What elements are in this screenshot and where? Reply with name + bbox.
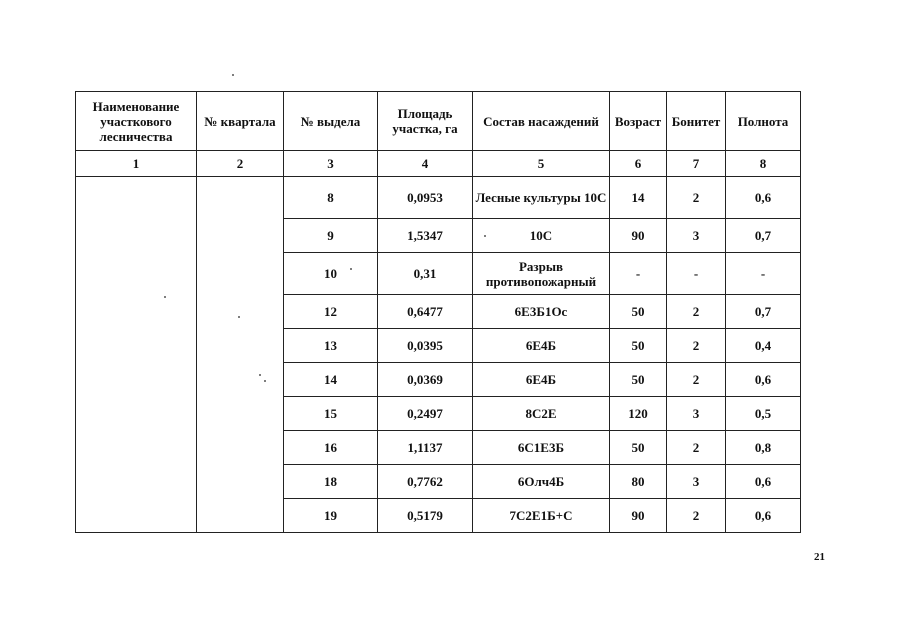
vydel-cell: 13 [284,329,378,363]
column-number: 6 [610,151,667,177]
header-area: Площадь участка, га [378,92,473,151]
bonitet-cell: 3 [667,397,726,431]
vydel-cell: 14 [284,363,378,397]
area-cell: 0,31 [378,253,473,295]
column-number: 5 [473,151,610,177]
header-age: Возраст [610,92,667,151]
bonitet-cell: 2 [667,499,726,533]
composition-cell: 6Е4Б [473,363,610,397]
age-cell: 90 [610,219,667,253]
density-cell: 0,6 [726,465,801,499]
density-cell: 0,4 [726,329,801,363]
column-number: 2 [197,151,284,177]
bonitet-cell: 2 [667,329,726,363]
header-density: Полнота [726,92,801,151]
column-number-row [76,151,801,177]
age-cell: 120 [610,397,667,431]
vydel-cell: 15 [284,397,378,431]
area-cell: 0,0369 [378,363,473,397]
header-vydel: № выдела [284,92,378,151]
bonitet-cell: 2 [667,295,726,329]
vydel-cell: 18 [284,465,378,499]
age-cell: 90 [610,499,667,533]
column-number: 8 [726,151,801,177]
scan-speck [259,374,261,376]
column-number: 3 [284,151,378,177]
vydel-cell: 10 [284,253,378,295]
area-cell: 0,0953 [378,177,473,219]
vydel-cell: 8 [284,177,378,219]
age-cell: 50 [610,363,667,397]
bonitet-cell: 2 [667,177,726,219]
age-cell: 50 [610,329,667,363]
age-cell: 14 [610,177,667,219]
bonitet-cell: 2 [667,431,726,465]
bonitet-cell: 2 [667,363,726,397]
composition-cell: 7С2Е1Б+С [473,499,610,533]
page-number: 21 [814,551,825,563]
area-cell: 1,5347 [378,219,473,253]
area-cell: 0,6477 [378,295,473,329]
age-cell: 80 [610,465,667,499]
area-cell: 0,2497 [378,397,473,431]
density-cell: 0,6 [726,499,801,533]
density-cell: 0,7 [726,219,801,253]
scan-speck [484,235,486,237]
density-cell: 0,7 [726,295,801,329]
table-row [76,177,801,219]
area-cell: 0,0395 [378,329,473,363]
age-cell: 50 [610,431,667,465]
density-cell: 0,6 [726,363,801,397]
column-number: 1 [76,151,197,177]
composition-cell: 6Е4Б [473,329,610,363]
area-cell: 1,1137 [378,431,473,465]
forestry-name-cell [76,177,197,533]
column-number: 7 [667,151,726,177]
header-bonitet: Бонитет [667,92,726,151]
header-composition: Состав насаждений [473,92,610,151]
bonitet-cell: 3 [667,465,726,499]
forest-plots-table [75,91,801,533]
vydel-cell: 16 [284,431,378,465]
header-quarter: № квартала [197,92,284,151]
header-forestry: Наименование участкового лесничества [76,92,197,151]
age-cell: 50 [610,295,667,329]
scan-speck [350,268,352,270]
density-cell: 0,8 [726,431,801,465]
vydel-cell: 12 [284,295,378,329]
column-number: 4 [378,151,473,177]
area-cell: 0,7762 [378,465,473,499]
scan-speck [232,74,234,76]
scan-speck [264,380,266,382]
composition-cell: Лесные культуры 10С [473,177,610,219]
composition-cell: 6Е3Б1Ос [473,295,610,329]
scan-speck [164,296,166,298]
composition-cell: Разрыв противопожарный [473,253,610,295]
table-header-row [76,92,801,151]
composition-cell: 8С2Е [473,397,610,431]
density-cell: 0,5 [726,397,801,431]
quarter-cell [197,177,284,533]
bonitet-cell: - [667,253,726,295]
vydel-cell: 9 [284,219,378,253]
age-cell: - [610,253,667,295]
density-cell: - [726,253,801,295]
density-cell: 0,6 [726,177,801,219]
scan-speck [238,316,240,318]
vydel-cell: 19 [284,499,378,533]
area-cell: 0,5179 [378,499,473,533]
composition-cell: 6Олч4Б [473,465,610,499]
composition-cell: 10С [473,219,610,253]
bonitet-cell: 3 [667,219,726,253]
composition-cell: 6С1Е3Б [473,431,610,465]
